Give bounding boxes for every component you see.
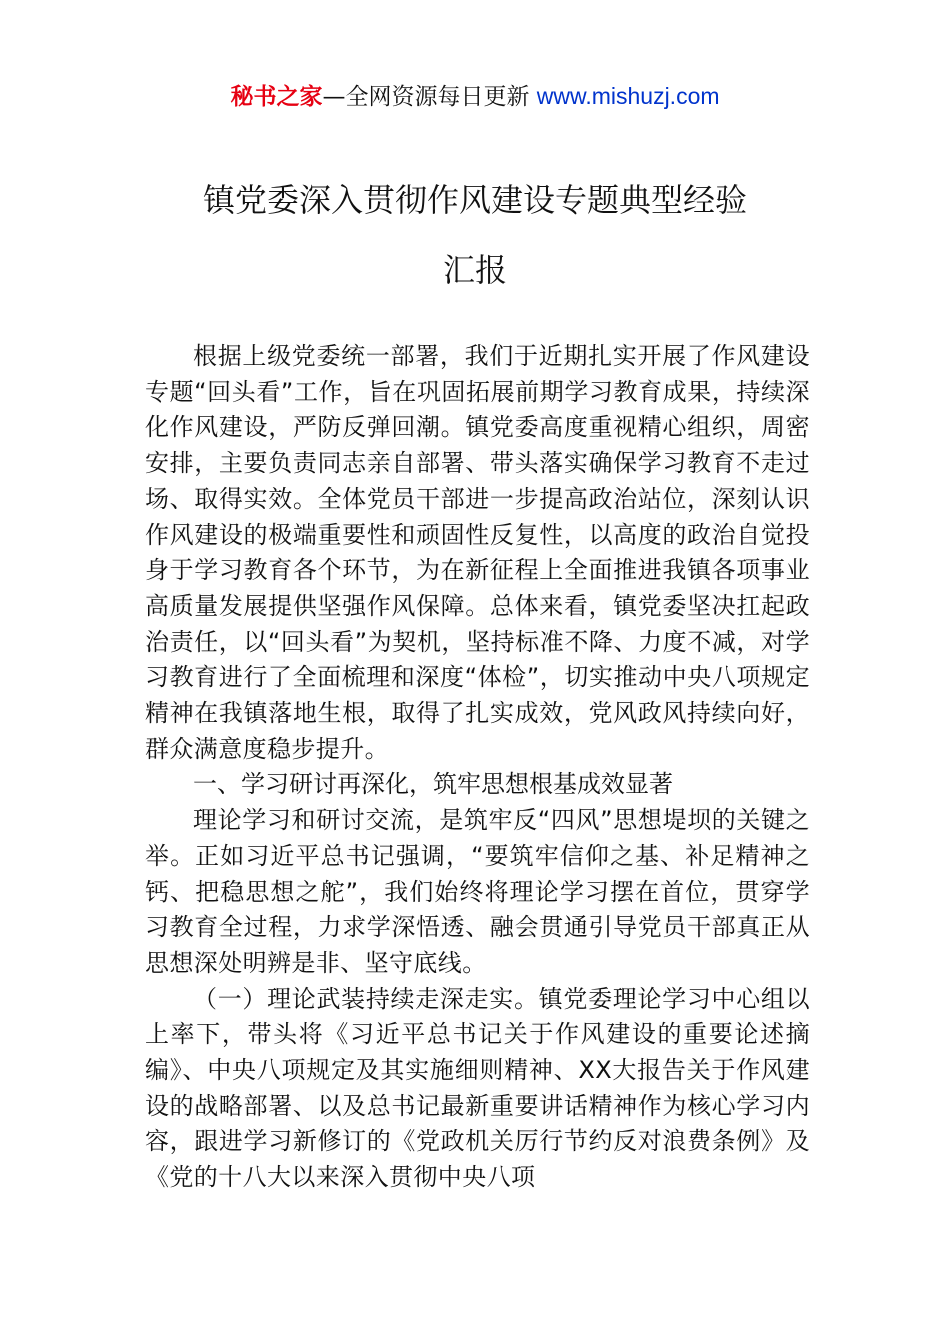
site-tagline: —全网资源每日更新 <box>322 84 537 110</box>
document-body <box>145 339 810 1196</box>
site-url-link[interactable]: www.mishuzj.com <box>536 83 720 109</box>
section-heading: 一、学习研讨再深化，筑牢思想根基成效显著 <box>193 770 673 799</box>
document-title-line-2: 汇报 <box>442 251 507 289</box>
site-header <box>0 80 950 113</box>
section-paragraph: 理论学习和研讨交流，是筑牢反“四风”思想堤坝的关键之举。正如习近平总书记强调，“要筑牢信仰之基、补足精神之钙、把稳思想之舵”，我们始终将理论学习摆在首位，贯穿学习教育全过程，力求学深悟透、融会贯通引导党员干部真正从思想深处明辨是非、坚守底线。 <box>145 806 810 977</box>
document-title-line-1: 镇党委深入贯彻作风建设专题典型经验 <box>202 181 747 219</box>
site-brand: 秘书之家 <box>230 84 323 110</box>
subsection-paragraph: （一）理论武装持续走深走实。镇党委理论学习中心组以上率下，带头将《习近平总书记关于作风建设的重要论述摘编》、中央八项规定及其实施细则精神、XX大报告关于作风建设的战略部署、以及总书记最新重要讲话精神作为核心学习内容，跟进学习新修订的《党政机关厉行节约反对浪费条例》及《党的十八大以来深入贯彻中央八项 <box>145 984 810 1192</box>
intro-paragraph: 根据上级党委统一部署，我们于近期扎实开展了作风建设专题“回头看”工作，旨在巩固拓展前期学习教育成果，持续深化作风建设，严防反弹回潮。镇党委高度重视精心组织，周密安排，主要负责同志亲自部署、带头落实确保学习教育不走过场、取得实效。全体党员干部进一步提高政治站位，深刻认识作风建设的极端重要性和顽固性反复性，以高度的政治自觉投身于学习教育各个环节，为在新征程上全面推进我镇各项事业高质量发展提供坚强作风保障。总体来看，镇党委坚决扛起政治责任，以“回头看”为契机，坚持标准不降、力度不减，对学习教育进行了全面梳理和深度“体检”，切实推动中央八项规定精神在我镇落地生根，取得了扎实成效，党风政风持续向好，群众满意度稳步提升。 <box>145 342 810 763</box>
